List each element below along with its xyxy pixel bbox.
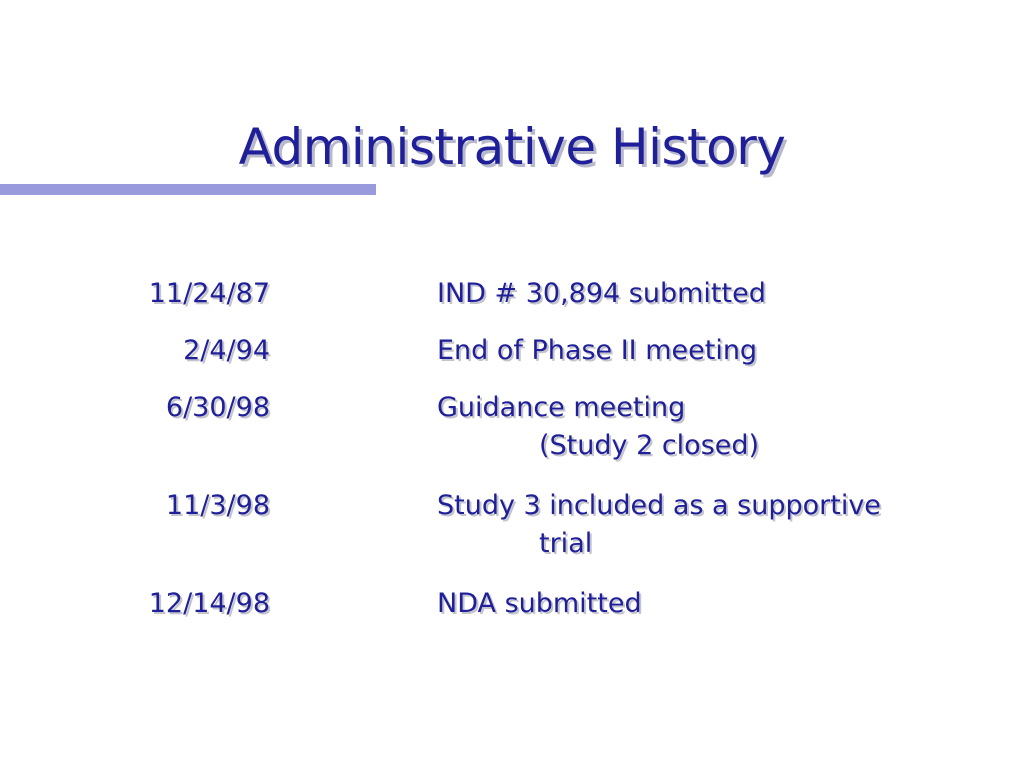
- entry-event: [437, 487, 997, 563]
- entry-date: 6/30/98: [165, 392, 270, 423]
- entry-date: 2/4/94: [183, 335, 270, 366]
- entry-date: 12/14/98: [148, 588, 270, 619]
- slide-title: Administrative History: [238, 118, 786, 176]
- entry-event: [437, 332, 997, 370]
- entry-event-text: Guidance meeting: [437, 392, 686, 423]
- entry-date: 11/24/87: [148, 278, 270, 309]
- entry-event-text: End of Phase II meeting: [437, 335, 758, 366]
- entry-event-text: IND # 30,894 submitted: [437, 278, 766, 309]
- entry-event-text: NDA submitted: [437, 588, 642, 619]
- entry-event-continuation: (Study 2 closed): [539, 430, 760, 461]
- entry-event: [437, 389, 997, 465]
- entry-date: 11/3/98: [165, 490, 270, 521]
- entry-event: [437, 585, 997, 623]
- title-underline-bar: [0, 184, 376, 195]
- entry-event-continuation: trial: [539, 528, 593, 559]
- entry-event-text: Study 3 included as a supportive: [437, 490, 881, 521]
- entry-event: [437, 275, 997, 313]
